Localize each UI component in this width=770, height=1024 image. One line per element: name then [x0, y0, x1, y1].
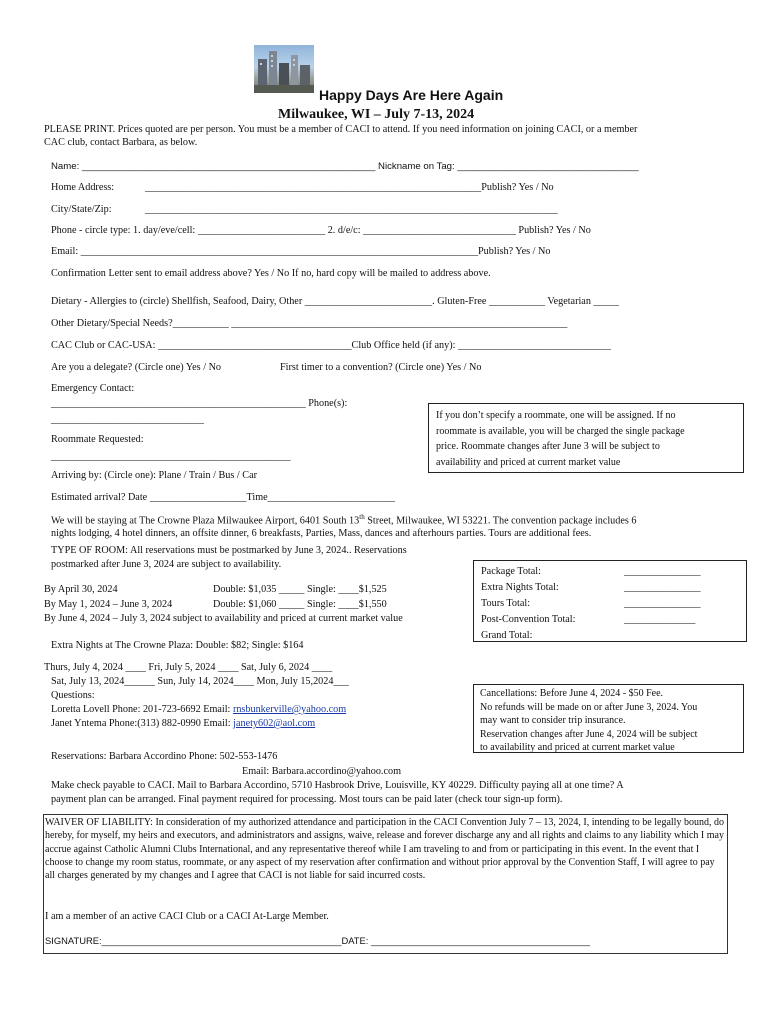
extra-nights-rates: Extra Nights at The Crowne Plaza: Double: $82; Single: $164 — [51, 640, 304, 651]
cancellations-line: No refunds will be made on or after June 3, 2024. You — [480, 701, 698, 713]
totals-box — [473, 560, 747, 642]
roommate-field[interactable]: _______________________________________________ — [51, 451, 291, 462]
first-timer-question[interactable]: First timer to a convention? (Circle one) Yes / No — [280, 362, 482, 373]
home-address-label: Home Address: — [51, 182, 115, 193]
emergency-contact-field-2[interactable]: ______________________________ — [51, 414, 204, 425]
hotel-info-line-1 — [51, 513, 636, 528]
rate-2-date: By May 1, 2024 – June 3, 2024 — [44, 599, 173, 610]
room-type-line-2: postmarked after June 3, 2024 are subject to availability. — [51, 559, 282, 570]
package-total-label: Package Total: — [481, 566, 541, 577]
tours-total-label: Tours Total: — [481, 598, 531, 609]
phone-field[interactable]: Phone - circle type: 1. day/eve/cell: _________________________ 2. d/e/c: ______________________________ Publish? Yes / No — [51, 225, 591, 236]
rate-3-note: By June 4, 2024 – July 3, 2024 subject to availability and priced at current market value — [44, 613, 403, 624]
questions-label: Questions: — [51, 690, 95, 701]
hotel-info-part: Street, Milwaukee, WI 53221. The convention package includes 6 — [364, 515, 637, 527]
rate-2-price[interactable]: Double: $1,060 _____ Single: ____$1,550 — [213, 599, 387, 610]
roommate-note-line: If you don’t specify a roommate, one will be assigned. If no — [436, 410, 676, 421]
package-total-field[interactable]: _______________ — [624, 566, 701, 577]
signature-date-field[interactable]: SIGNATURE:______________________________________________DATE: __________________________________________ — [45, 935, 590, 946]
waiver-box — [43, 814, 728, 954]
post-convention-total-label: Post-Convention Total: — [481, 614, 576, 625]
janet-contact-text: Janet Yntema Phone:(313) 882-0990 Email: — [51, 718, 234, 729]
hotel-info-line-2: nights lodging, 4 hotel dinners, an offsite dinner, 6 breakfasts, Parties, Mass, dances and afterhours parties. Tours are additional fees. — [51, 528, 592, 539]
grand-total-label: Grand Total: — [481, 630, 533, 641]
payment-line-2: payment plan can be arranged. Final payment required for processing. Most tours can be paid later (check tour sign-up form). — [51, 794, 563, 805]
cancellations-line: may want to consider trip insurance. — [480, 715, 626, 726]
name-field[interactable]: Name: _______________________________________________________ Nickname on Tag: __________________________________ — [51, 161, 639, 172]
post-convention-total-field[interactable]: ______________ — [624, 614, 696, 625]
roommate-note-line: availability and priced at current market value — [436, 456, 621, 468]
extra-nights-after[interactable]: Sat, July 13, 2024______ Sun, July 14, 2024____ Mon, July 15,2024___ — [51, 676, 349, 687]
email-field[interactable]: Email: ______________________________________________________________________________Publish? Yes / No — [51, 246, 551, 257]
waiver-text: WAIVER OF LIABILITY: In consideration of my authorized attendance and participation in the CACI Convention July 7 – 13, 2024, I, intending to be legally bound, do hereby, for myself, my heirs and executors, and administrators and assigns, waive, release and forever discharge any and all rights and claims to any liability which I may accrue against Catholic Alumni Clubs International, and any representative thereof while I am traveling to and from or participating in this event. In the event that I choose to change my room status, roommate, or any aspect of my reservation after confirmation and without prior approval by the Convention Staff, I will agree to pay all charges generated by my changes and I agree that CACI is not liable for said incurred costs. — [45, 817, 724, 882]
rate-1-date: By April 30, 2024 — [44, 584, 118, 595]
loretta-contact — [51, 704, 346, 717]
loretta-contact-text: Loretta Lovell Phone: 201-723-6692 Email: — [51, 704, 233, 715]
roommate-note-line: price. Roommate changes after June 3 will be subject to — [436, 441, 660, 452]
delegate-question[interactable]: Are you a delegate? (Circle one) Yes / No — [51, 362, 222, 373]
payment-line-1: Make check payable to CACI. Mail to Barbara Accordino, 5710 Hasbrook Drive, Louisville, KY 40229. Difficulty paying all at one time? A — [51, 780, 624, 791]
other-dietary-field[interactable]: Other Dietary/Special Needs?___________ __________________________________________________________________ — [51, 318, 568, 329]
roommate-label: Roommate Requested: — [51, 434, 144, 445]
club-field[interactable]: CAC Club or CAC-USA: ______________________________________Club Office held (if any): ______________________________ — [51, 340, 611, 351]
arriving-by-question[interactable]: Arriving by: (Circle one): Plane / Train / Bus / Car — [51, 470, 257, 481]
member-statement: I am a member of an active CACI Club or a CACI At-Large Member. — [45, 911, 329, 922]
city-state-zip-field[interactable]: _________________________________________________________________________________ — [145, 204, 558, 215]
reservations-email: Email: Barbara.accordino@yahoo.com — [242, 766, 402, 777]
extra-nights-before[interactable]: Thurs, July 4, 2024 ____ Fri, July 5, 2024 ____ Sat, July 6, 2024 ____ — [44, 662, 333, 673]
city-state-zip-label: City/State/Zip: — [51, 204, 112, 215]
extra-nights-total-field[interactable]: _______________ — [624, 582, 701, 593]
roommate-note-box — [428, 403, 744, 473]
confirmation-question[interactable]: Confirmation Letter sent to email address above? Yes / No If no, hard copy will be mailed to address above. — [51, 268, 491, 279]
janet-contact — [51, 718, 315, 731]
intro-line-1: PLEASE PRINT. Prices quoted are per person. You must be a member of CACI to attend. If you need information on joining CACI, or a member — [44, 124, 638, 135]
event-subtitle: Milwaukee, WI – July 7-13, 2024 — [278, 107, 475, 122]
emergency-contact-field[interactable]: __________________________________________________ Phone(s): — [51, 398, 348, 409]
cancellations-line: Reservation changes after June 4, 2024 will be subject — [480, 728, 698, 740]
cancellations-box — [473, 684, 744, 753]
rate-1-price[interactable]: Double: $1,035 _____ Single: ____$1,525 — [213, 584, 387, 595]
intro-line-2: CAC club, contact Barbara, as below. — [44, 137, 198, 148]
reservations-contact: Reservations: Barbara Accordino Phone: 502-553-1476 — [51, 751, 278, 762]
cancellations-line: Cancellations: Before June 4, 2024 - $50 Fee. — [480, 688, 664, 699]
roommate-note-line: roommate is available, you will be charged the single package — [436, 425, 685, 437]
dietary-field[interactable]: Dietary - Allergies to (circle) Shellfish, Seafood, Dairy, Other _________________________. Gluten-Free ___________ Vegetarian _____ — [51, 296, 619, 307]
loretta-email-link[interactable]: rnsbunkerville@yahoo.com — [232, 704, 347, 715]
city-skyline-photo — [254, 45, 314, 93]
cancellations-line: to availability and priced at current market value — [480, 742, 675, 753]
home-address-field[interactable]: __________________________________________________________________Publish? Yes / No — [145, 182, 554, 193]
janet-email-link[interactable]: janety602@aol.com — [233, 718, 316, 729]
skyline-icon — [254, 45, 314, 93]
hotel-info-part: We will be staying at The Crowne Plaza Milwaukee Airport, 6401 South 13 — [51, 515, 360, 527]
event-title: Happy Days Are Here Again — [319, 87, 504, 103]
tours-total-field[interactable]: _______________ — [624, 598, 701, 609]
room-type-line-1: TYPE OF ROOM: All reservations must be postmarked by June 3, 2024.. Reservations — [51, 545, 407, 556]
extra-nights-total-label: Extra Nights Total: — [481, 582, 559, 593]
hotel-info-superscript: th — [359, 513, 365, 521]
emergency-contact-label: Emergency Contact: — [51, 383, 135, 394]
estimated-arrival-field[interactable]: Estimated arrival? Date ___________________Time_________________________ — [51, 492, 395, 503]
